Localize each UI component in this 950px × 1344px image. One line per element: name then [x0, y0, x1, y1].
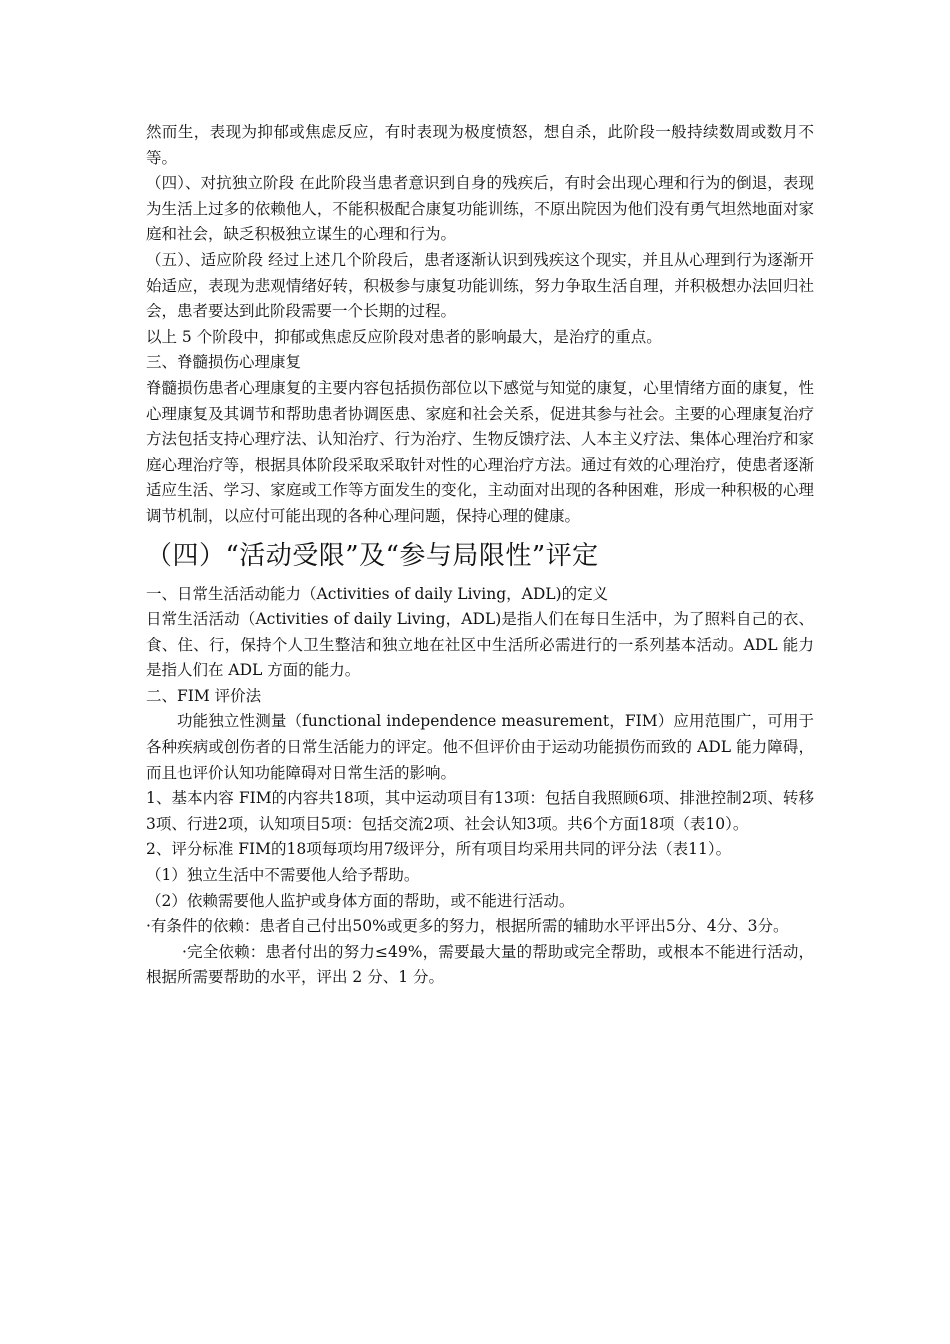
- paragraph-fim-independent: （1）独立生活中不需要他人给予帮助。: [146, 866, 420, 885]
- subheading-adl-definition: 一、日常生活活动能力（Activities of daily Living，ADL)的定义: [146, 584, 609, 603]
- paragraph-sci-psych-rehab: 脊髓损伤患者心理康复的主要内容包括损伤部位以下感觉与知觉的康复，心里情绪方面的康复，性心理康复及其调节和帮助患者协调医患、家庭和社会关系，促进其参与社会。主要的心理康复治疗方法包括支持心理疗法、认知治疗、行为治疗、生物反馈疗法、人本主义疗法、集体心理治疗和家庭心理治疗等，根据具体阶段采取采取针对性的心理治疗方法。通过有效的心理治疗，使患者逐渐适应生活、学习、家庭或工作等方面发生的变化，主动面对出现的各种困难，形成一种积极的心理调节机制，以应付可能出现的各种心理问题，保持心理的健康。: [146, 378, 814, 525]
- bullet-full-dependence: ·完全依赖：患者付出的努力≤49%，需要最大量的帮助或完全帮助，或根本不能进行活动，根据所需要帮助的水平，评出 2 分、1 分。: [146, 942, 814, 987]
- paragraph-fim-basic-content: 1、基本内容 FIM的内容共18项，其中运动项目有13项：包括自我照顾6项、排泄控制2项、转移3项、行进2项，认知项目5项：包括交流2项、社会认知3项。共6个方面18项（表10）。: [146, 789, 814, 833]
- paragraph-adl-definition: 日常生活活动（Activities of daily Living，ADL)是指人们在每日生活中，为了照料自己的衣、食、住、行，保持个人卫生整洁和独立地在社区中生活所必需进行的一系列基本活动。ADL 能力是指人们在 ADL 方面的能力。: [146, 610, 814, 680]
- section-heading: （四）“活动受限”及“参与局限性”评定: [146, 540, 599, 571]
- paragraph-fim-scoring: 2、评分标准 FIM的18项每项均用7级评分，所有项目均采用共同的评分法（表11）。: [146, 840, 732, 859]
- subheading-fim: 二、FIM 评价法: [146, 686, 262, 705]
- paragraph-stage-summary: 以上 5 个阶段中，抑郁或焦虑反应阶段对患者的影响最大，是治疗的重点。: [146, 327, 662, 346]
- paragraph-stage-three-continued: 然而生，表现为抑郁或焦虑反应，有时表现为极度愤怒，想自杀，此阶段一般持续数周或数月不等。: [146, 123, 814, 167]
- paragraph-stage-five: （五）、适应阶段 经过上述几个阶段后，患者逐渐认识到残疾这个现实，并且从心理到行为逐渐开始适应，表现为悲观情绪好转，积极参与康复功能训练，努力争取生活自理，并积极想办法回归社会，患者要达到此阶段需要一个长期的过程。: [146, 250, 814, 321]
- paragraph-fim-dependent: （2）依赖需要他人监护或身体方面的帮助，或不能进行活动。: [146, 891, 575, 910]
- paragraph-stage-four: （四）、对抗独立阶段 在此阶段当患者意识到自身的残疾后，有时会出现心理和行为的倒退，表现为生活上过多的依赖他人，不能积极配合康复功能训练，不原出院因为他们没有勇气坦然地面对家庭和社会，缺乏积极独立谋生的心理和行为。: [146, 174, 814, 244]
- subheading-sci-psych-rehab: 三、脊髓损伤心理康复: [146, 353, 302, 372]
- paragraph-fim-intro: 功能独立性测量（functional independence measurement，FIM）应用范围广，可用于各种疾病或创伤者的日常生活能力的评定。他不但评价由于运动功能损伤而致的 ADL 能力障碍，而且也评价认知功能障碍对日常生活的影响。: [146, 712, 814, 782]
- document-body: [146, 120, 814, 991]
- bullet-conditional-dependence: ·有条件的依赖：患者自己付出50%或更多的努力，根据所需的辅助水平评出5分、4分、3分。: [146, 917, 789, 936]
